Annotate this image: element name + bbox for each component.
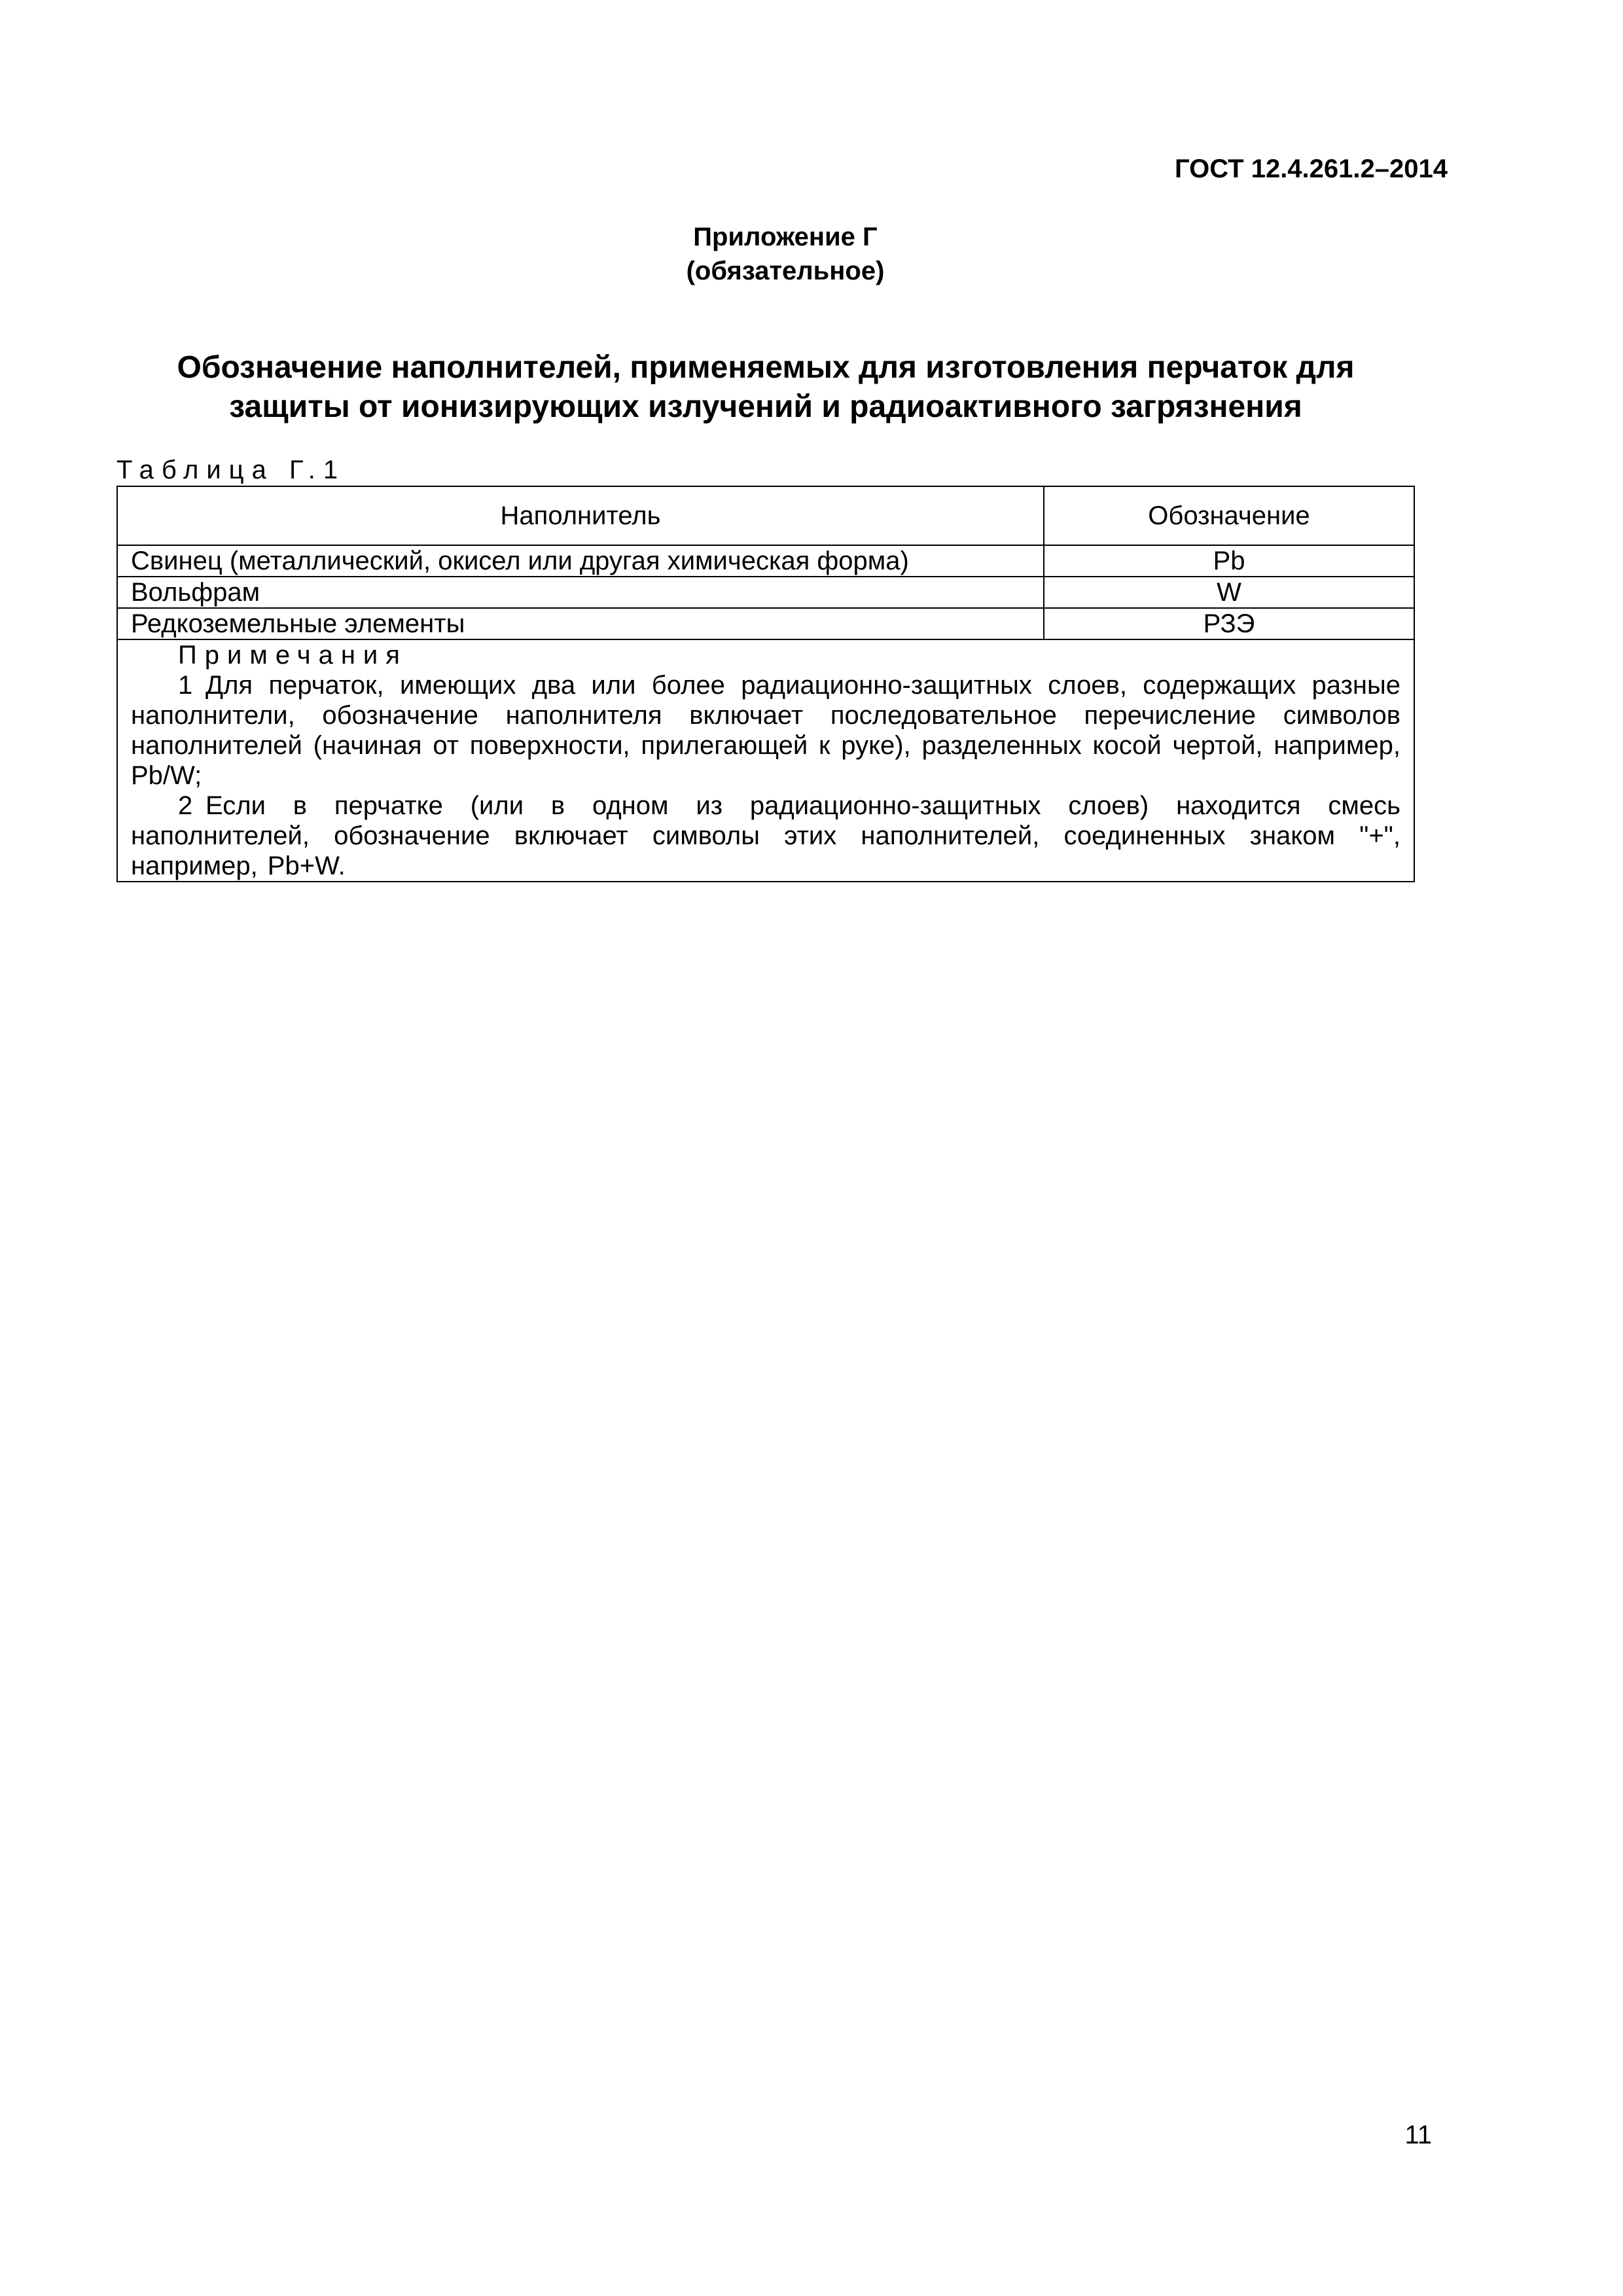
table-header-row <box>117 486 1414 545</box>
appendix-title: Приложение Г <box>693 223 878 251</box>
column-header-filler: Наполнитель <box>117 486 1044 545</box>
table-row <box>117 608 1414 639</box>
page-title-line-1: Обозначение наполнителей, применяемых для изготовления перчаток для <box>177 350 1355 385</box>
designation-cell: Pb <box>1044 545 1414 577</box>
note-item <box>131 670 1400 791</box>
table-row <box>117 577 1414 608</box>
table-caption: Таблица Г.1 <box>116 456 346 484</box>
appendix-heading <box>0 220 1571 288</box>
appendix-status: (обязательное) <box>686 257 885 285</box>
column-header-designation: Обозначение <box>1044 486 1414 545</box>
table-row <box>117 545 1414 577</box>
note-text: Для перчаток, имеющих два или более радиационно-защитных слоев, содержащих разные наполнители, обозначение наполнителя включает последовательное перечисление символов наполнителей (начиная от поверхности, прилегающей к руке), разделенных косой чертой, например, Pb/W; <box>131 671 1400 790</box>
note-item <box>131 791 1400 881</box>
page-title-line-2: защиты от ионизирующих излучений и радиоактивного загрязнения <box>229 389 1302 424</box>
filler-cell: Свинец (металлический, окисел или другая химическая форма) <box>117 545 1044 577</box>
notes-cell <box>117 639 1414 882</box>
filler-cell: Редкоземельные элементы <box>117 608 1044 639</box>
designation-cell: РЗЭ <box>1044 608 1414 639</box>
note-number: 1 <box>178 671 193 700</box>
page-title <box>118 348 1414 427</box>
fillers-table <box>116 486 1415 882</box>
note-text: Если в перчатке (или в одном из радиационно-защитных слоев) находится смесь наполнителей, обозначение включает символы этих наполнителей, соединенных знаком "+", например, Pb+W. <box>131 791 1400 880</box>
note-number: 2 <box>178 791 193 820</box>
filler-cell: Вольфрам <box>117 577 1044 608</box>
designation-cell: W <box>1044 577 1414 608</box>
page-number: 11 <box>1404 2121 1432 2149</box>
notes-row <box>117 639 1414 882</box>
document-code: ГОСТ 12.4.261.2–2014 <box>1175 154 1448 183</box>
notes-title: Примечания <box>178 641 408 670</box>
